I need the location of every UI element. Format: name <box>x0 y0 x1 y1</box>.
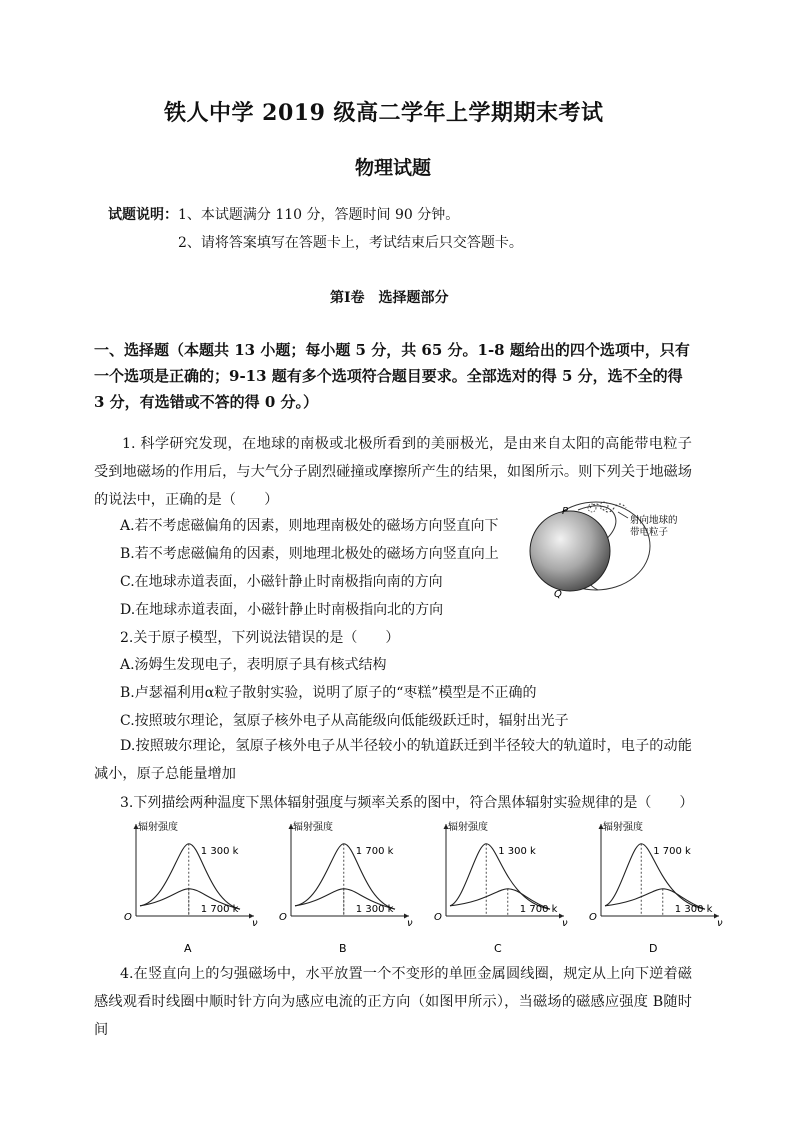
exam-subtitle: 物理试题 <box>355 157 432 179</box>
volume-title: 第Ⅰ卷 选择题部分 <box>330 290 449 306</box>
chart-d-series-label-1: 1 700 k <box>653 845 691 857</box>
instructions-line-2: 2、请将答案填写在答题卡上，考试结束后只交答题卡。 <box>178 235 523 251</box>
question-2-option-d: D.按照玻尔理论，氢原子核外电子从半径较小的轨道跃迁到半径较大的轨道时，电子的动能减小，原子总能量增加 <box>94 738 692 782</box>
question-1-option-c: C.在地球赤道表面，小磁针静止时南极指向南的方向 <box>120 574 443 590</box>
chart-d-origin: O <box>589 912 597 923</box>
exam-title: 铁人中学 2019 级高二学年上学期期末考试 <box>164 100 604 126</box>
chart-d-series-label-2: 1 300 k <box>674 904 713 915</box>
chart-b-series-label-2: 1 300 k <box>355 904 394 915</box>
chart-b-panel-label: B <box>339 942 347 955</box>
blackbody-charts <box>118 818 723 958</box>
instructions-text-1: 1、本试题满分 110 分，答题时间 90 分钟。 <box>178 207 460 223</box>
figure-caption-line-1: 射向地球的 <box>630 515 678 526</box>
chart-c-origin: O <box>434 912 442 923</box>
question-1-stem: 1. 科学研究发现，在地球的南极或北极所看到的美丽极光，是由来自太阳的高能带电粒子受到地磁场的作用后，与大气分子剧烈碰撞或摩擦所产生的结果，如图所示。则下列关于地磁场的说法中，正确的是（ ） <box>94 436 692 508</box>
chart-b-series-label-1: 1 700 k <box>355 845 394 857</box>
chart-a-origin: O <box>124 912 132 923</box>
earth-magnetic-field-figure <box>518 498 698 606</box>
blackbody-chart-svg <box>118 818 723 958</box>
chart-a-ylabel: 辐射强度 <box>138 822 178 833</box>
chart-c-ylabel: 辐射强度 <box>448 822 488 833</box>
caption-leader-line <box>618 512 628 518</box>
chart-b-ylabel: 辐射强度 <box>293 822 333 833</box>
chart-b-origin: O <box>279 912 287 923</box>
question-2-option-a: A.汤姆生发现电子，表明原子具有核式结构 <box>120 657 387 673</box>
question-2-stem: 2.关于原子模型，下列说法错误的是（ ） <box>120 630 400 646</box>
label-p: P <box>562 506 569 517</box>
chart-c-series-label-2: 1 700 k <box>519 904 558 915</box>
section-intro: 一、选择题（本题共 13 小题；每小题 5 分，共 65 分。1-8 题给出的四个选项中，只有一个选项是正确的；9-13 题有多个选项符合题目要求。全部选对的得 5 分，选不全的得 3 分，有选错或不答的得 0 分。） <box>94 341 690 411</box>
chart-c-series-label-1: 1 300 k <box>498 845 536 857</box>
earth-sphere-icon <box>530 511 610 591</box>
question-2-option-b: B.卢瑟福利用α粒子散射实验，说明了原子的“枣糕”模型是不正确的 <box>120 685 537 701</box>
instructions-line-1 <box>108 204 459 224</box>
chart-b-xlabel: ν <box>407 918 413 929</box>
question-4-stem: 4.在竖直向上的匀强磁场中，水平放置一个不变形的单匝金属圆线圈，规定从上向下逆着磁感线观看时线圈中顺时针方向为感应电流的正方向（如图甲所示），当磁场的磁感应强度 B随时间 <box>94 966 692 1038</box>
chart-d-xlabel: ν <box>717 918 723 929</box>
question-1-option-d: D.在地球赤道表面，小磁针静止时南极指向北的方向 <box>120 602 444 618</box>
figure-caption-line-2: 带电粒子 <box>630 527 669 538</box>
question-3-stem: 3.下列描绘两种温度下黑体辐射强度与频率关系的图中，符合黑体辐射实验规律的是（ ） <box>120 795 694 811</box>
question-1-option-a: A.若不考虑磁偏角的因素，则地理南极处的磁场方向竖直向下 <box>120 518 499 534</box>
chart-c-xlabel: ν <box>562 918 568 929</box>
chart-a-series-label-2: 1 700 k <box>200 904 239 915</box>
chart-a-panel-label: A <box>184 942 192 955</box>
chart-a-series-label-1: 1 300 k <box>200 845 239 857</box>
question-1-option-b: B.若不考虑磁偏角的因素，则地理北极处的磁场方向竖直向上 <box>120 546 499 562</box>
chart-c-panel-label: C <box>494 942 502 955</box>
particle-loop-1 <box>588 504 596 512</box>
chart-d-panel-label: D <box>649 942 658 955</box>
question-2-option-c: C.按照玻尔理论，氢原子核外电子从高能级向低能级跃迁时，辐射出光子 <box>120 713 569 729</box>
chart-d-ylabel: 辐射强度 <box>603 822 643 833</box>
chart-a-xlabel: ν <box>252 918 258 929</box>
label-q: Q <box>554 589 562 600</box>
instructions-label: 试题说明： <box>108 207 178 223</box>
